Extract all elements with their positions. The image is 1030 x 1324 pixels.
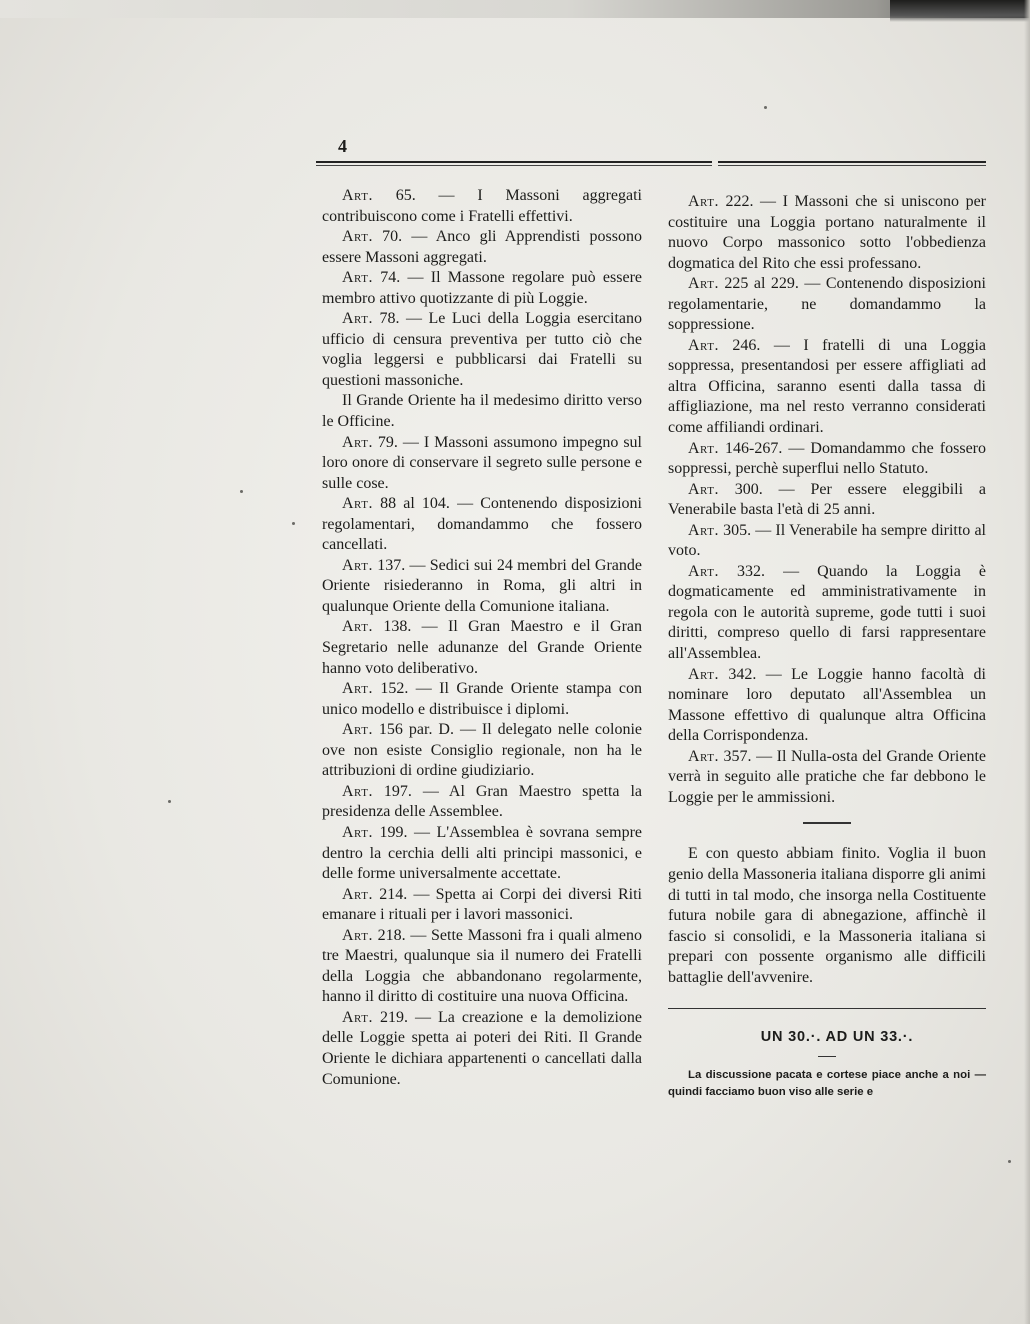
article-label: Art. — [342, 926, 373, 944]
article-label: Art. — [342, 1008, 373, 1026]
article-paragraph: Art. 222. — I Massoni che si uniscono per costituire una Loggia portano naturalmente il nuovo Corpo massonico sotto l'obbedienza dogmatica del Rito che essi professano. — [668, 193, 986, 272]
section-divider — [803, 822, 851, 824]
article-paragraph: Art. 88 al 104. — Contenendo disposizioni regolamentari, domandammo che fossero cancellati. — [322, 495, 642, 554]
article-paragraph: Art. 214. — Spetta ai Corpi dei diversi Riti emanare i rituali per i lavori massonici. — [322, 885, 642, 924]
header-rule — [316, 161, 986, 166]
article-label: Art. — [342, 269, 373, 287]
article-paragraph: Art. 225 al 229. — Contenendo disposizioni regolamentarie, ne domandammo la soppressione. — [668, 275, 986, 334]
section-heading: UN 30.·. AD UN 33.·. — [760, 1029, 914, 1046]
article-label: Art. — [342, 782, 373, 800]
article-label: Art. — [688, 439, 719, 457]
print-speck — [1008, 1160, 1011, 1163]
section-text: La discussione pacata e cortese piace anche a noi — quindi facciamo buon viso alle serie e — [668, 1068, 986, 1098]
article-label: Art. — [342, 680, 373, 698]
article-label: Art. — [688, 480, 719, 498]
print-speck — [240, 490, 243, 493]
scan-top-edge — [0, 0, 1030, 18]
article-label: Art. — [342, 721, 373, 739]
article-label: Art. — [342, 885, 373, 903]
article-paragraph: Art. 74. — Il Massone regolare può essere membro attivo quotizzante di più Loggie. — [322, 269, 642, 307]
right-column — [668, 192, 986, 1101]
article-label: Art. — [342, 310, 373, 328]
article-paragraph: Art. 300. — Per essere eleggibili a Venerabile basta l'età di 25 anni. — [668, 480, 986, 519]
page-number: 4 — [338, 136, 347, 156]
article-paragraph: Art. 146-267. — Domandammo che fossero soppressi, perchè superflui nello Statuto. — [668, 439, 986, 478]
article-label: Art. — [342, 228, 373, 246]
article-paragraph: Art. 246. — I fratelli di una Loggia soppressa, presentandosi per essere affigliati ad altra Officina, saranno esenti dalla tassa di affigliazione, ma nel resto verranno considerati come affiliandi ordinari. — [668, 336, 986, 437]
article-label: Art. — [342, 618, 373, 636]
heading-divider — [818, 1056, 836, 1057]
closing-paragraph: E con questo abbiam finito. Voglia il buon genio della Massoneria italiana disporre gli animi di tutti in tal modo, che insorga nella Costituente futura nobile gara di abnegazione, affinchè il fascio si consolidi, e la Massoneria italiana si prepari con possente organismo alle difficili battaglie dell'avvenire. — [668, 845, 986, 986]
article-paragraph: Il Grande Oriente ha il medesimo diritto verso le Officine. — [322, 392, 642, 431]
article-label: Art. — [342, 556, 373, 574]
article-label: Art. — [688, 521, 719, 539]
article-label: Art. — [342, 495, 373, 513]
article-paragraph: Art. 70. — Anco gli Apprendisti possono essere Massoni aggregati. — [322, 228, 642, 266]
article-label: Art. — [688, 275, 719, 293]
article-paragraph: Art. 197. — Al Gran Maestro spetta la presidenza delle Assemblee. — [322, 782, 642, 821]
article-paragraph: Art. 219. — La creazione e la demolizione delle Loggie spetta ai poteri dei Riti. Il Grande Oriente le dichiara appartenenti o cancellati dalla Comunione. — [322, 1008, 642, 1088]
article-paragraph: Art. 199. — L'Assemblea è sovrana sempre dentro la cerchia delli alti principi massonici, e delle forme universalmente accettate. — [322, 823, 642, 883]
print-speck — [764, 106, 767, 109]
article-paragraph: Art. 305. — Il Venerabile ha sempre diritto al voto. — [668, 521, 986, 560]
article-label: Art. — [342, 823, 373, 841]
print-speck — [168, 800, 171, 803]
article-paragraph: Art. 342. — Le Loggie hanno facoltà di nominare loro deputato all'Assemblea un Massone effettivo di qualunque altra Officina della Corrispondenza. — [668, 665, 986, 745]
article-label: Art. — [688, 665, 719, 683]
scan-right-edge — [1024, 0, 1030, 1324]
article-paragraph: Art. 332. — Quando la Loggia è dogmaticamente ed amministrativamente in regola con le autorità supreme, gode tutti i suoi diritti, compreso quello di farsi rappresentare all'Assemblea. — [668, 562, 986, 663]
article-paragraph: Art. 78. — Le Luci della Loggia esercitano ufficio di censura preventiva per tutto ciò che voglia leggersi e pubblicarsi dai Fratelli su questioni massoniche. — [322, 310, 642, 389]
article-label: Art. — [342, 187, 373, 204]
article-label: Art. — [688, 336, 719, 354]
article-label: Art. — [342, 433, 373, 451]
article-paragraph: Art. 65. — I Massoni aggregati contribuiscono come i Fratelli effettivi. — [322, 187, 642, 225]
print-speck — [292, 522, 295, 525]
article-paragraph: Art. 137. — Sedici sui 24 membri del Grande Oriente risiederanno in Roma, gli altri in qualunque Oriente della Comunione italiana. — [322, 556, 642, 615]
article-paragraph: Art. 138. — Il Gran Maestro e il Gran Segretario nelle adunanze del Grande Oriente hanno voto deliberativo. — [322, 618, 642, 677]
article-paragraph: Art. 156 par. D. — Il delegato nelle colonie ove non esiste Consiglio regionale, non ha le attribuzioni di ordine giudiziario. — [322, 721, 642, 780]
article-label: Art. — [688, 193, 719, 210]
article-paragraph: Art. 218. — Sette Massoni fra i quali almeno tre Maestri, qualunque sia il numero dei Fratelli della Loggia che abbandonano regolarmente, hanno il diritto di costituire una nuova Officina. — [322, 926, 642, 1006]
article-paragraph: Art. 152. — Il Grande Oriente stampa con unico modello e distribuisce i diplomi. — [322, 680, 642, 718]
article-paragraph: Art. 357. — Il Nulla-osta del Grande Oriente verrà in seguito alle pratiche che far debbono le Loggie per le ammissioni. — [668, 747, 986, 806]
section-rule — [668, 1008, 986, 1009]
left-column — [322, 186, 642, 1090]
article-label: Art. — [688, 562, 719, 580]
article-label: Art. — [688, 747, 719, 765]
article-paragraph: Art. 79. — I Massoni assumono impegno sul loro onore di conservare il segreto sulle persone e sulle cose. — [322, 433, 642, 492]
